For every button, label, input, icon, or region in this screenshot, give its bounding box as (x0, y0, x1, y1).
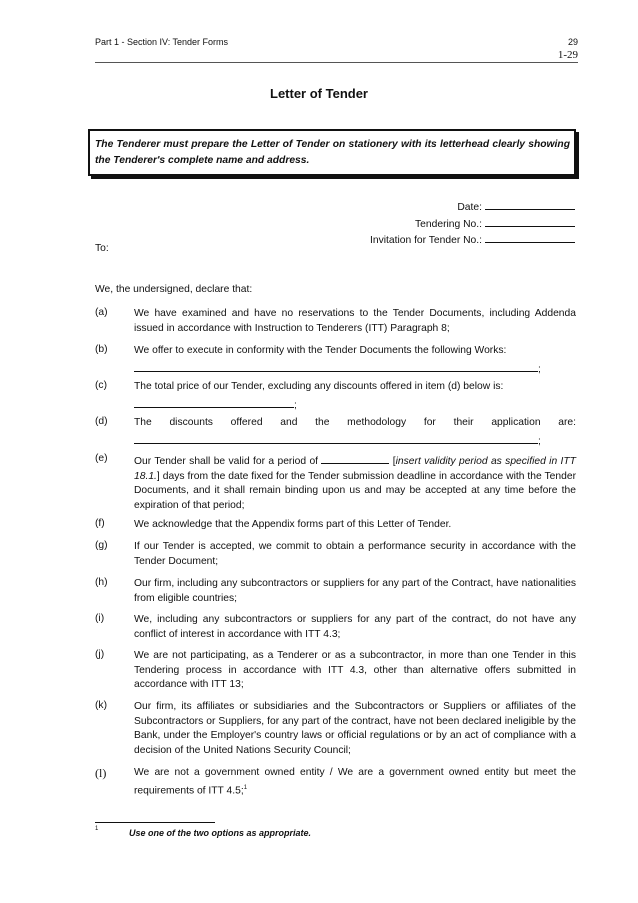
discounts-blank[interactable] (134, 431, 538, 444)
item-text: We are not a government owned entity / We are a government owned entity but meet the requirements of ITT 4.5;$^1$ (134, 767, 576, 796)
item-label: (d) (95, 416, 108, 427)
invitation-blank[interactable] (485, 232, 575, 243)
invitation-line (370, 232, 575, 249)
reference-block (370, 199, 575, 249)
item-label: (h) (95, 577, 108, 588)
item-label: (l) (95, 766, 107, 780)
item-text: We, including any subcontractors or suppliers for any part of the contract, do not have any conflict of interest in accordance with ITT 4.3; (134, 614, 576, 640)
item-text: We acknowledge that the Appendix forms part of this Letter of Tender. (134, 519, 452, 530)
footnote-text: Use one of the two options as appropriate. (129, 828, 312, 838)
item-label: (i) (95, 613, 105, 624)
item-text: Our Tender shall be valid for a period of [insert validity period as specified in ITT 18.1.] days from the date fixed for the Tender submission deadline in accordance with the Tender Documents, and it shall remain binding upon us and may be accepted at any time before the expiration of that period; (134, 453, 576, 513)
price-blank[interactable] (134, 395, 294, 408)
item-label: (e) (95, 453, 108, 464)
item-text: Our firm, its affiliates or subsidiaries and the Subcontractors or Suppliers or affiliates of the Subcontractors or Suppliers, for any part of the contract, have not been declared ineligible by the Bank, under the Employer's country laws or official regulations or by an act of compliance with a decision of the United Nations Security Council; (134, 701, 576, 756)
footnote-mark: 1 (95, 826, 99, 832)
to-label: To: (95, 243, 109, 254)
tendering-no-line (370, 216, 575, 233)
item-label: (k) (95, 700, 108, 711)
item-label: (b) (95, 344, 108, 355)
item-text: If our Tender is accepted, we commit to obtain a performance security in accordance with the Tender Document; (134, 541, 576, 567)
item-label: (g) (95, 540, 108, 551)
date-line (370, 199, 575, 216)
date-label: Date: (457, 202, 482, 213)
footnote-divider (95, 822, 215, 823)
item-text: Our firm, including any subcontractors or suppliers for any part of the Contract, have nationalities from eligible countries; (134, 578, 576, 604)
header-divider (95, 62, 578, 63)
validity-blank[interactable] (321, 453, 389, 464)
item-text: We are not participating, as a Tenderer or as a subcontractor, in more than one Tender in this Tendering process in accordance with ITT 4.3, other than alternative offers submitted in accordance with ITT 13; (134, 650, 576, 690)
invitation-label: Invitation for Tender No.: (370, 235, 482, 246)
page-title: Letter of Tender (270, 86, 368, 101)
item-label: (j) (95, 649, 105, 660)
tendering-no-blank[interactable] (485, 216, 575, 227)
item-label: (f) (95, 518, 105, 529)
instruction-box: The Tenderer must prepare the Letter of Tender on stationery with its letterhead clearly showing the Tenderer's complete name and address. (88, 129, 576, 176)
item-text: We have examined and have no reservations to the Tender Documents, including Addenda issued in accordance with Instruction to Tenderers (ITT) Paragraph 8; (134, 308, 576, 334)
date-blank[interactable] (485, 199, 575, 210)
page-reference: 1-29 (557, 49, 578, 61)
intro-text: We, the undersigned, declare that: (95, 284, 253, 295)
page-header (95, 37, 578, 51)
section-title: Part 1 - Section IV: Tender Forms (95, 37, 229, 47)
page-number: 29 (567, 37, 578, 47)
works-blank[interactable] (134, 359, 538, 372)
item-text: The total price of our Tender, excluding any discounts offered in item (d) below is: (134, 381, 504, 392)
footnote-reference[interactable]: 1 (243, 784, 248, 791)
tendering-no-label: Tendering No.: (415, 218, 482, 230)
item-label: (a) (95, 307, 108, 318)
item-text: We offer to execute in conformity with the Tender Documents the following Works: (134, 345, 507, 356)
item-label: (c) (95, 380, 108, 391)
item-text: The discounts offered and the methodology for their application are: (134, 417, 576, 428)
